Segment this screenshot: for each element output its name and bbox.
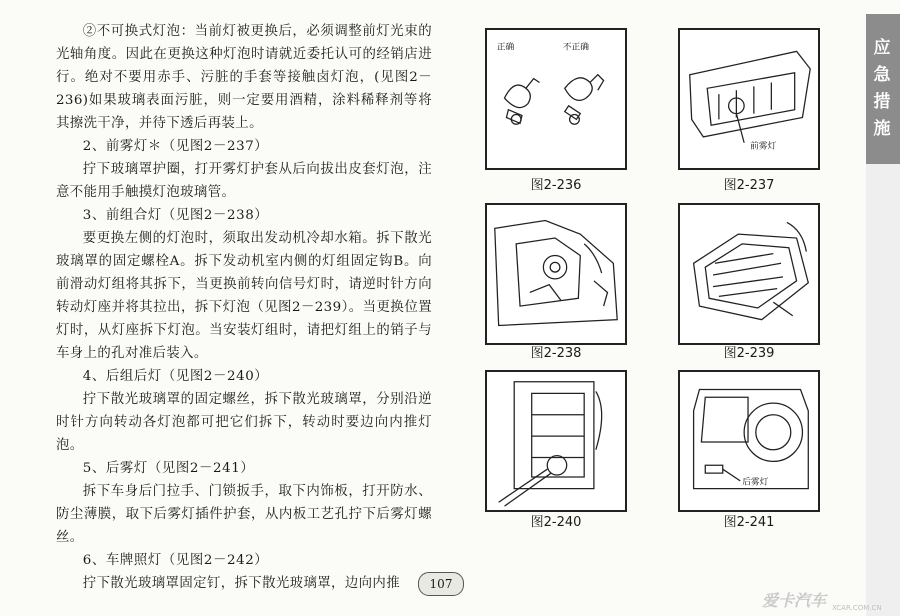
front-fog-lamp-illustration: [680, 30, 818, 168]
label-correct: 正确: [496, 42, 515, 53]
text-column: [56, 20, 432, 595]
figure-2-236: [485, 28, 627, 170]
paragraph-license-plate-lamp: 拧下散光玻璃罩固定钉，拆下散光玻璃罩，边向内推: [82, 576, 400, 591]
heading-license-plate-lamp: 6、车牌照灯（见图2－242）: [82, 553, 269, 568]
figure-2-241: [678, 370, 820, 512]
caption-2-240: 图2-240: [530, 515, 582, 530]
caption-2-238: 图2-238: [530, 346, 582, 361]
caption-2-237: 图2-237: [723, 178, 775, 193]
front-combination-lamp-illustration: [487, 205, 625, 343]
paragraph-front-combination-lamp: 要更换左侧的灯泡时，须取出发动机冷却水箱。拆下散光玻璃罩的固定螺栓A。拆下发动机室内侧的灯组固定钩B。向前滑动灯组将其拆下，当更换前转向信号灯时，请逆时针方向转动灯座并将其拉出，拆下灯泡（见图2－239）。当更换位置灯时，从灯座拆下灯泡。当安装灯组时，请把灯组上的销子与车身上的孔对准后装入。: [56, 231, 432, 361]
paragraph-rear-combination-lamp: 拧下散光玻璃罩的固定螺丝，拆下散光玻璃罩，分别沿逆时针方向转动各灯泡都可把它们拆下，转动时要边向内推灯泡。: [56, 392, 432, 453]
caption-2-241: 图2-241: [723, 515, 775, 530]
heading-rear-fog-lamp: 5、后雾灯（见图2－241）: [82, 461, 255, 476]
chapter-tab: [866, 14, 900, 164]
turn-signal-lamp-illustration: [680, 205, 818, 343]
label-incorrect: 不正确: [562, 42, 590, 53]
caption-2-239: 图2-239: [723, 346, 775, 361]
paragraph-rear-fog-lamp: 拆下车身后门拉手、门锁扳手，取下内饰板，打开防水、防尘薄膜，取下后雾灯插件护套，从内板工艺孔拧下后雾灯螺丝。: [56, 484, 432, 545]
heading-rear-combination-lamp: 4、后组后灯（见图2－240）: [82, 369, 269, 384]
figure-2-239: [678, 203, 820, 345]
caption-2-236: 图2-236: [530, 178, 582, 193]
watermark-url: XCAR.COM.CN: [832, 604, 882, 612]
chapter-tab-char-2: 急: [873, 65, 893, 85]
page-edge-strip: [866, 164, 900, 616]
figure-2-238: [485, 203, 627, 345]
chapter-tab-char-1: 应: [873, 38, 893, 58]
heading-front-combination-lamp: 3、前组合灯（见图2－238）: [82, 208, 269, 223]
label-front-fog-lamp: 前雾灯: [749, 141, 777, 152]
figure-2-240: [485, 370, 627, 512]
figure-2-237: [678, 28, 820, 170]
paragraph-front-fog-lamp: 拧下玻璃罩护圈，打开雾灯护套从后向拔出皮套灯泡，注意不能用手触摸灯泡玻璃管。: [56, 162, 432, 200]
paragraph-nonreplaceable-bulb: ②不可换式灯泡：当前灯被更换后，必须调整前灯光束的光轴角度。因此在更换这种灯泡时请就近委托认可的经销店进行。绝对不要用赤手、污脏的手套等接触卤灯泡，(见图2－236)如果玻璃表面污脏，则一定要用酒精，涂料稀释剂等将其擦洗干净，并待下透后再装上。: [56, 24, 432, 131]
label-rear-fog-lamp: 后雾灯: [742, 477, 769, 488]
page-number: 107: [418, 572, 464, 596]
rear-combination-lamp-illustration: [487, 372, 625, 510]
bulb-handling-illustration: [487, 30, 625, 168]
watermark-brand: 爱卡汽车: [762, 591, 827, 610]
rear-fog-lamp-illustration: [680, 372, 818, 510]
chapter-tab-char-3: 措: [873, 92, 893, 112]
heading-front-fog-lamp: 2、前雾灯＊（见图2－237）: [82, 139, 269, 154]
chapter-tab-char-4: 施: [873, 119, 893, 139]
